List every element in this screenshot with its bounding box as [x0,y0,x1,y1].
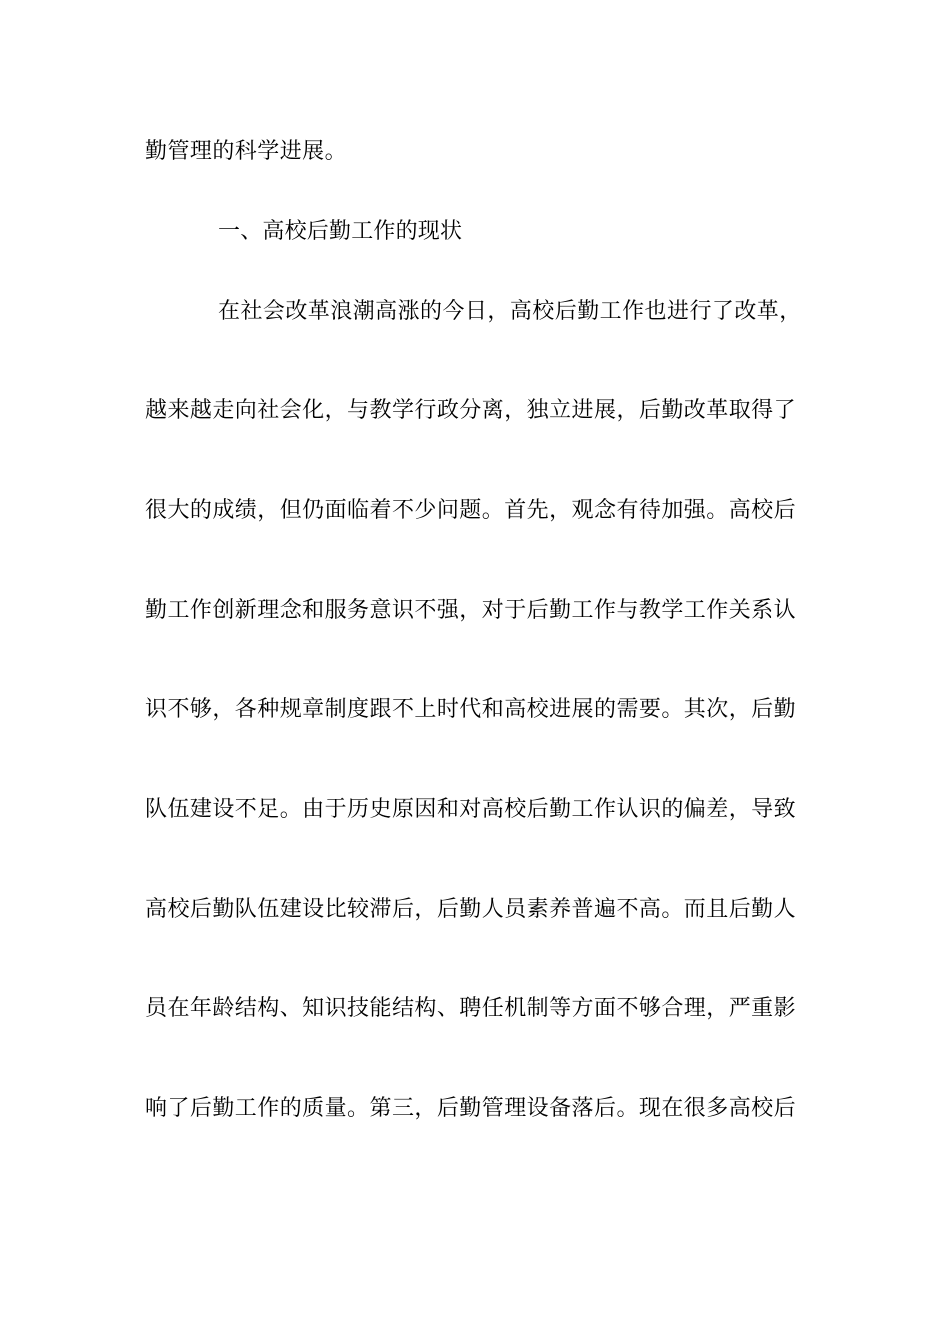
paragraph-line-1: 在社会改革浪潮高涨的今日，高校后勤工作也进行了改革， [218,299,802,324]
paragraph-line-8: 员在年龄结构、知识技能结构、聘任机制等方面不够合理，严重影 [145,996,797,1021]
paragraph-line-2: 越来越走向社会化，与教学行政分离，独立进展，后勤改革取得了 [145,398,797,423]
paragraph-line-5: 识不够，各种规章制度跟不上时代和高校进展的需要。其次，后勤 [145,697,797,722]
paragraph-continuation-line: 勤管理的科学进展。 [145,139,348,164]
paragraph-line-4: 勤工作创新理念和服务意识不强，对于后勤工作与教学工作关系认 [145,598,797,623]
paragraph-line-9: 响了后勤工作的质量。第三，后勤管理设备落后。现在很多高校后 [145,1096,797,1121]
section-heading: 一、高校后勤工作的现状 [218,219,463,244]
paragraph-line-7: 高校后勤队伍建设比较滞后，后勤人员素养普遍不高。而且后勤人 [145,897,797,922]
paragraph-line-3: 很大的成绩，但仍面临着不少问题。首先，观念有待加强。高校后 [145,498,797,523]
paragraph-line-6: 队伍建设不足。由于历史原因和对高校后勤工作认识的偏差，导致 [145,797,797,822]
